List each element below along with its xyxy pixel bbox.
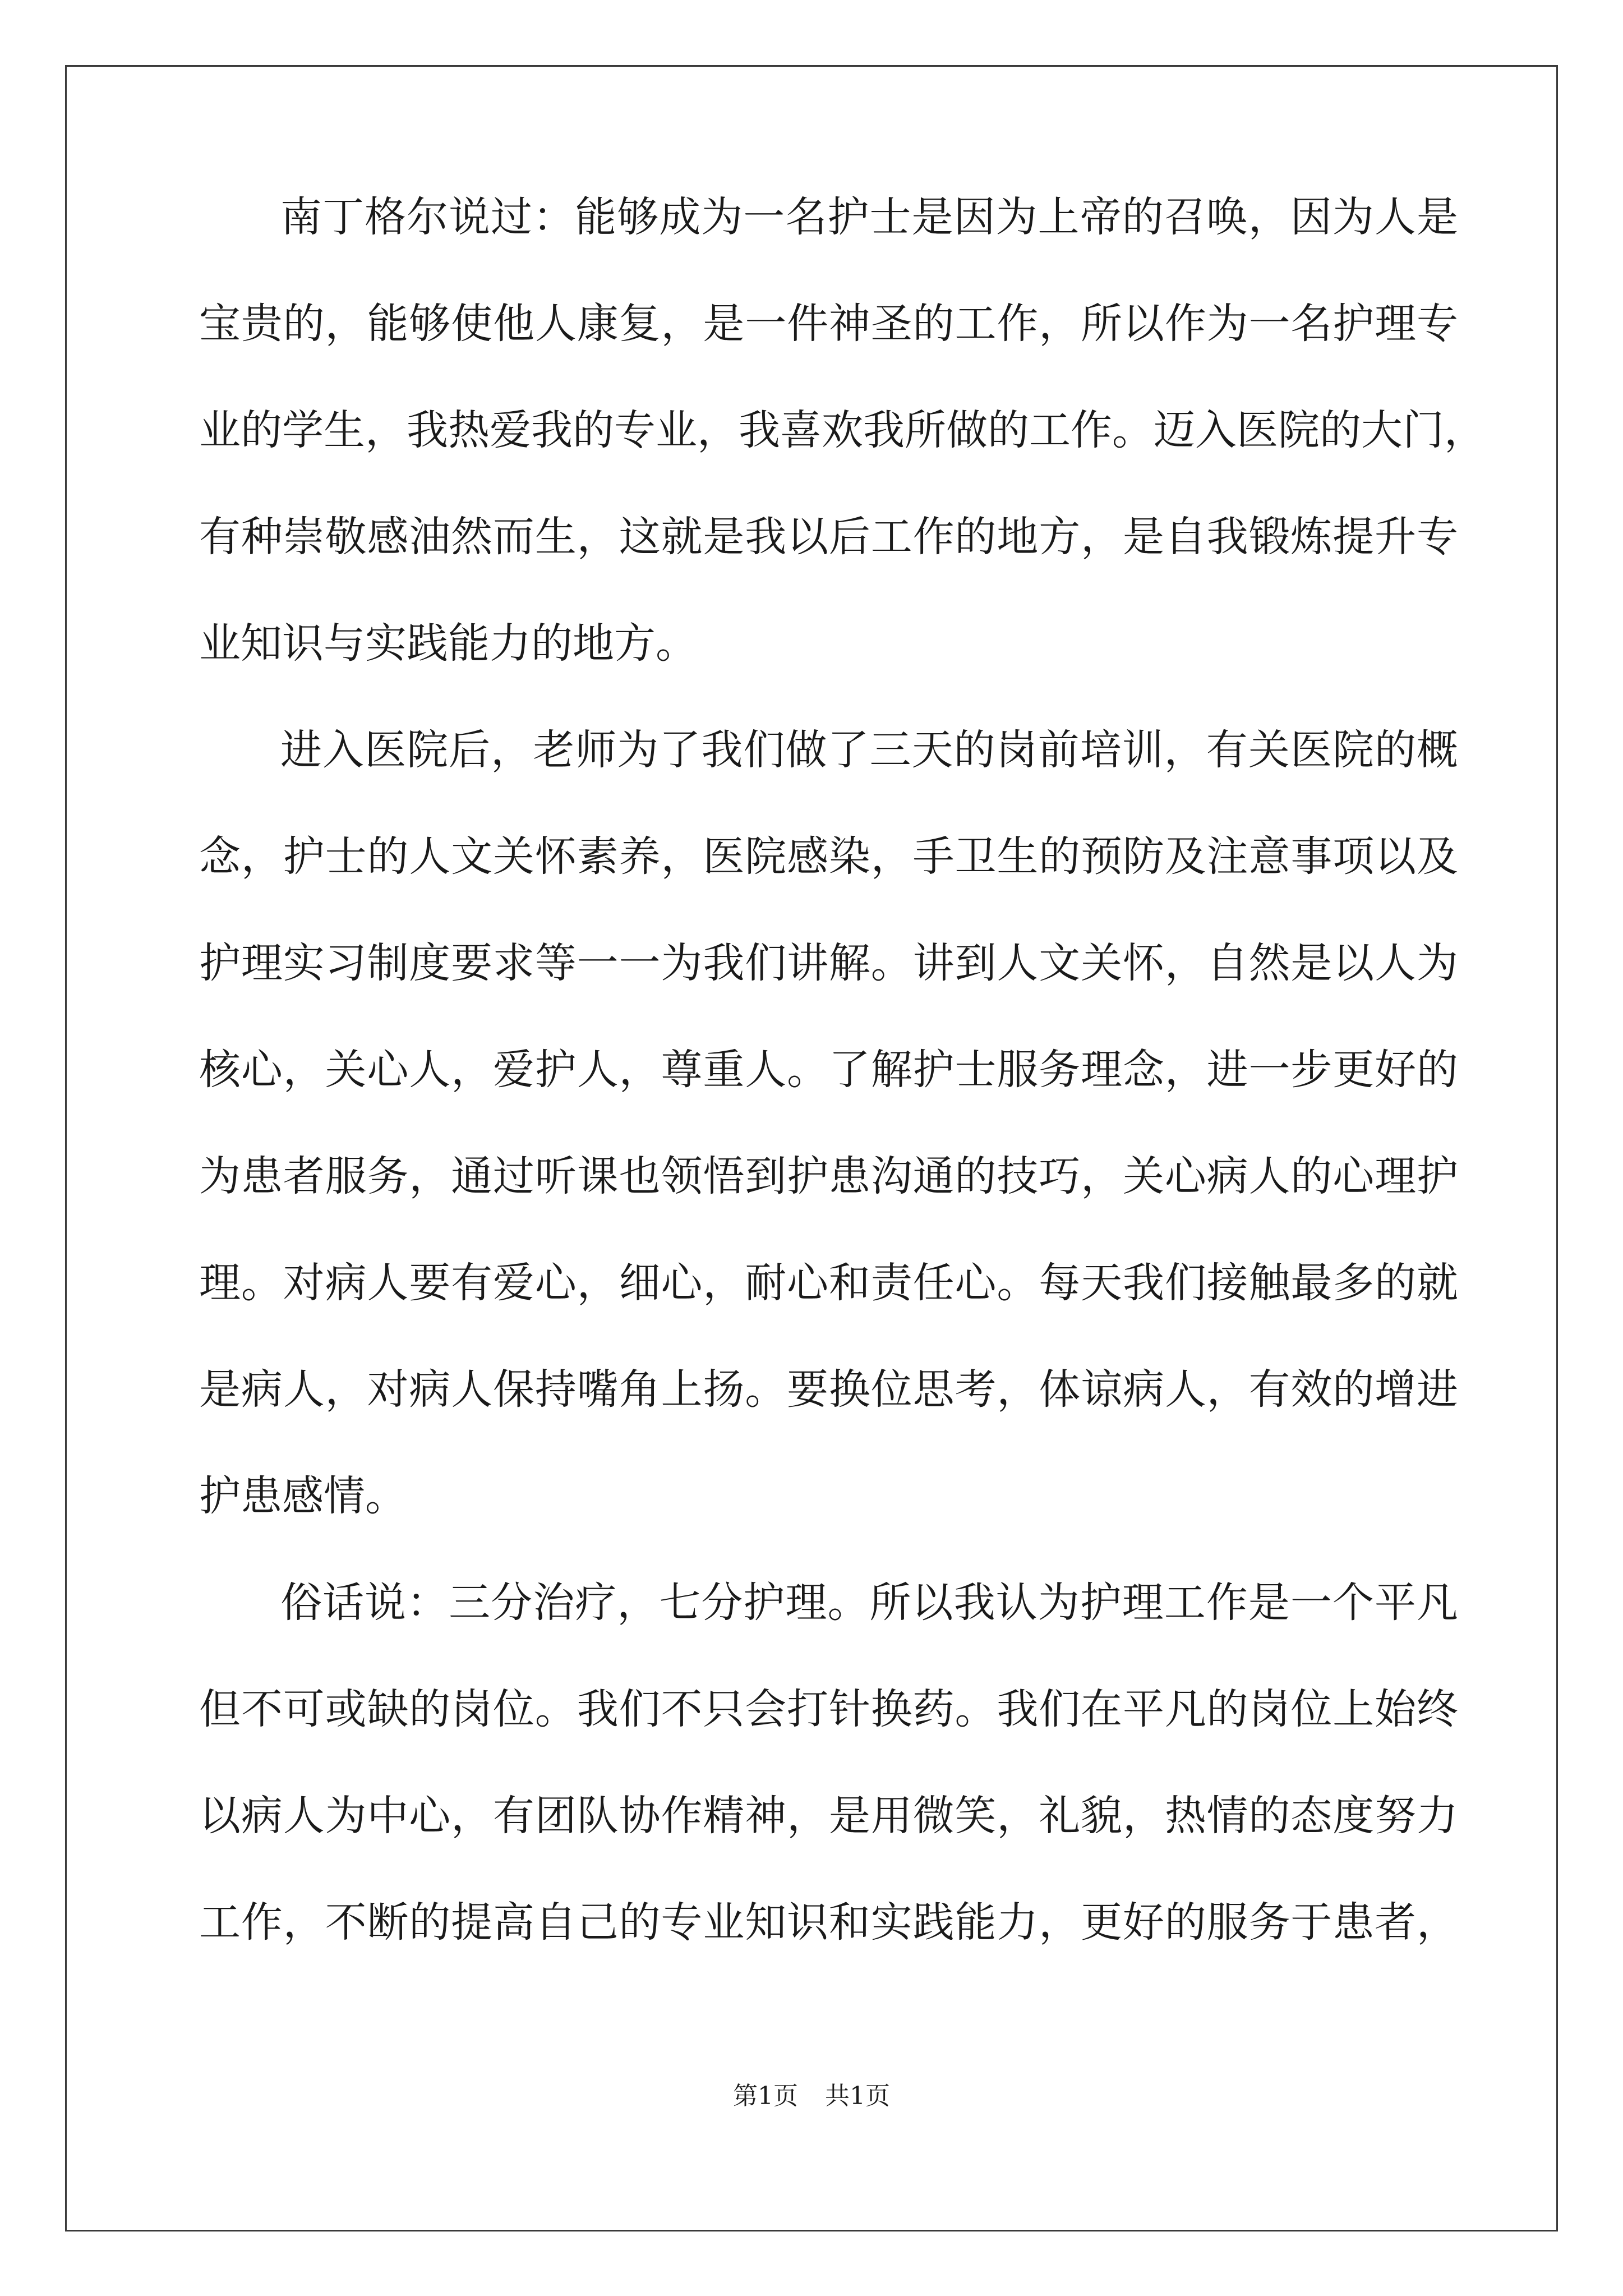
paragraph-2-line-4: 核心，关心人，爱护人，尊重人。了解护士服务理念，进一步更好的 [199, 1046, 1458, 1094]
paragraph-1-line-5: 业知识与实践能力的地方。 [199, 619, 697, 668]
paragraph-3-line-4: 工作，不断的提高自己的专业知识和实践能力，更好的服务于患者， [199, 1898, 1458, 1947]
paragraph-3-line-3: 以病人为中心，有团队协作精神，是用微笑，礼貌，热情的态度努力 [199, 1792, 1458, 1840]
paragraph-1-line-2: 宝贵的，能够使他人康复，是一件神圣的工作，所以作为一名护理专 [199, 300, 1458, 348]
paragraph-3-line-1: 俗话说：三分治疗，七分护理。所以我认为护理工作是一个平凡 [280, 1579, 1458, 1627]
paragraph-1-line-4: 有种崇敬感油然而生，这就是我以后工作的地方，是自我锻炼提升专 [199, 513, 1458, 561]
paragraph-1-line-3: 业的学生，我热爱我的专业，我喜欢我所做的工作。迈入医院的大门， [199, 406, 1486, 454]
page-number-current: 第1页 [733, 2082, 798, 2110]
paragraph-3-line-2: 但不可或缺的岗位。我们不只会打针换药。我们在平凡的岗位上始终 [199, 1685, 1458, 1733]
paragraph-2-line-5: 为患者服务，通过听课也领悟到护患沟通的技巧，关心病人的心理护 [199, 1152, 1458, 1200]
paragraph-2-line-1: 进入医院后，老师为了我们做了三天的岗前培训，有关医院的概 [280, 726, 1458, 774]
paragraph-2-line-3: 护理实习制度要求等一一为我们讲解。讲到人文关怀，自然是以人为 [199, 939, 1458, 987]
paragraph-2-line-7: 是病人，对病人保持嘴角上扬。要换位思考，体谅病人，有效的增进 [199, 1365, 1458, 1414]
paragraph-2-line-2: 念，护士的人文关怀素养，医院感染，手卫生的预防及注意事项以及 [199, 832, 1458, 881]
page-number-total: 共1页 [825, 2082, 890, 2110]
paragraph-1-line-1: 南丁格尔说过：能够成为一名护士是因为上帝的召唤，因为人是 [280, 193, 1458, 241]
paragraph-2-line-6: 理。对病人要有爱心，细心，耐心和责任心。每天我们接触最多的就 [199, 1259, 1458, 1307]
paragraph-2-line-8: 护患感情。 [199, 1472, 407, 1520]
document-body [199, 191, 1486, 2003]
page-footer [0, 2076, 1623, 2111]
